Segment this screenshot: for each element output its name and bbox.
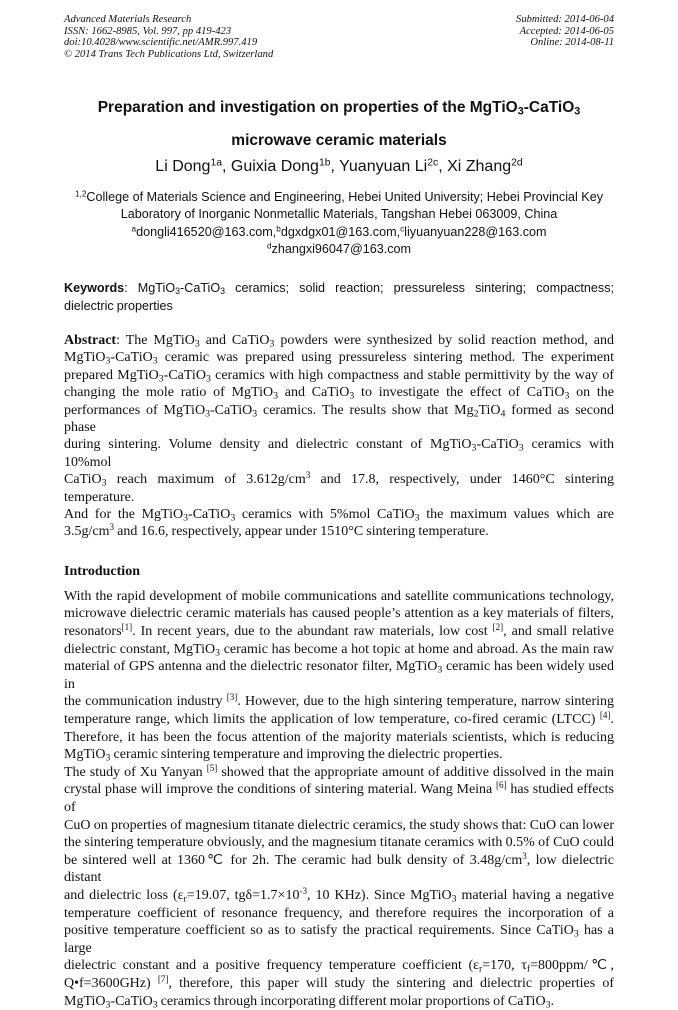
- text-line: [64, 367, 614, 384]
- text-line: [64, 471, 614, 506]
- superscript: [1]: [121, 622, 133, 633]
- text-line: [64, 623, 614, 641]
- text: powders were synthesized by solid reaction method, and: [274, 333, 614, 348]
- text: CaTiO: [64, 472, 102, 488]
- subscript: 3: [273, 390, 278, 402]
- text: dielectric constant, MgTiO: [64, 641, 216, 657]
- text: : MgTiO: [124, 281, 176, 295]
- text: dongli416520@163.com,: [136, 224, 277, 239]
- text: -CaTiO: [180, 281, 221, 295]
- subscript: 3: [230, 512, 236, 524]
- text-line: [64, 729, 614, 747]
- text: be sintered well at 1360℃ for 2h. The ceramic had bulk density of 3.48g/cm: [64, 852, 523, 868]
- text: ceramic was prepared using pressureless sintering method. The experiment: [157, 350, 614, 366]
- text: =170, τ: [482, 958, 527, 974]
- text: positive temperature coefficient so as to satisfy the practical requirements. Since CaTiO: [64, 923, 574, 939]
- text: , Xi Zhang: [438, 158, 512, 175]
- subscript: 3: [414, 512, 420, 524]
- text-line: [64, 993, 614, 1010]
- text: .: [550, 993, 554, 1009]
- superscript: 3: [109, 522, 115, 533]
- subscript: 3: [269, 338, 275, 350]
- header-line: ISSN: 1662-8985, Vol. 997, pp 419-423: [64, 25, 232, 37]
- text: reach maximum of 3.612g/cm: [106, 472, 306, 488]
- text: The study of Xu Yanyan: [64, 764, 207, 780]
- superscript: -3: [299, 885, 308, 896]
- subscript: 3: [349, 390, 355, 402]
- affiliation: [40, 189, 638, 259]
- text-line: [64, 506, 614, 523]
- text-line: [64, 834, 614, 852]
- text: =19.07, tgδ=1.7×10: [186, 887, 300, 903]
- text: and CaTiO: [199, 333, 270, 348]
- text-line: [64, 605, 614, 623]
- superscript: [5]: [206, 762, 218, 773]
- text-line: [64, 764, 614, 782]
- text: temperature coefficient of resonance frequency, and therefore requires the incorporation of a: [64, 905, 614, 921]
- header-line: Online: 2014-08-11: [530, 37, 614, 49]
- subscript: 3: [183, 512, 189, 524]
- subscript: 3: [194, 338, 200, 350]
- text-line: [64, 852, 614, 887]
- text-line: [64, 905, 614, 923]
- subscript: 3: [215, 647, 221, 659]
- text: TiO: [478, 402, 501, 418]
- text-line: [64, 975, 614, 993]
- header-line: doi:10.4028/www.scientific.net/AMR.997.419: [64, 37, 258, 49]
- text: -CaTiO: [209, 402, 253, 418]
- subscript: 3: [471, 442, 477, 454]
- text-line: [64, 332, 614, 349]
- subscript: 3: [205, 408, 210, 420]
- text-line: [64, 887, 614, 905]
- text: has studied effects of: [64, 782, 614, 815]
- text: zhangxi96047@163.com: [271, 242, 412, 257]
- subscript: 3: [437, 664, 443, 676]
- text: CuO on properties of magnesium titanate dielectric ceramics, the study shows that: CuO can lower: [64, 817, 614, 833]
- text-line: [64, 279, 614, 297]
- text: ceramic has become a hot topic at home and abroad. As the main raw: [220, 641, 614, 657]
- text: Laboratory of Inorganic Nonmetallic Materials, Tangshan Hebei 063009, China: [120, 207, 558, 222]
- text: crystal phase will improve the conditions of sintering material. Wang Meina: [64, 782, 497, 798]
- text: -CaTiO: [188, 507, 231, 523]
- superscript: 2d: [511, 157, 523, 169]
- subscript: 3: [152, 998, 158, 1010]
- text: microwave dielectric ceramic materials has caused people’s attention as a key materials of filters,: [64, 606, 614, 622]
- subscript: 3: [517, 105, 524, 118]
- subscript: 3: [152, 355, 158, 367]
- text-line: [64, 957, 614, 975]
- text-line: [64, 641, 614, 659]
- subscript: r: [183, 893, 187, 905]
- paper-body: [64, 279, 614, 1010]
- text: ceramic sintering temperature and improving the dielectric properties.: [110, 747, 503, 763]
- superscript: 1b: [318, 157, 331, 169]
- text: and CaTiO: [278, 385, 350, 401]
- bold-label: Keywords: [64, 281, 125, 295]
- text-line: [40, 224, 638, 241]
- text-line: [40, 241, 638, 258]
- text-line: [64, 746, 614, 764]
- subscript: 3: [158, 373, 164, 385]
- text: liyuanyuan228@163.com: [404, 224, 547, 239]
- intro-paragraph-1: [64, 588, 614, 764]
- superscript: 3: [305, 470, 311, 481]
- text-line: [64, 436, 614, 471]
- text-line: [64, 781, 614, 816]
- text: the communication industry: [64, 694, 227, 710]
- text-line: [40, 91, 638, 124]
- subscript: 3: [574, 105, 581, 118]
- subscript: 3: [252, 408, 258, 420]
- subscript: 3: [105, 752, 111, 764]
- intro-paragraph-2: [64, 764, 614, 1010]
- text: Li Dong: [155, 158, 211, 175]
- keywords: [64, 279, 614, 315]
- subscript: 3: [564, 390, 570, 402]
- text-line: [64, 384, 614, 401]
- text: and 16.6, respectively, appear under 1510°C sintering temperature.: [114, 524, 489, 540]
- text: ceramics with high compactness and stable permittivity by the way of: [210, 367, 614, 383]
- superscript: 2c: [427, 157, 439, 169]
- text-line: [64, 402, 614, 437]
- text-line: [64, 922, 614, 957]
- superscript: [2]: [492, 622, 504, 633]
- header-line: Accepted: 2014-06-05: [519, 25, 614, 37]
- superscript: 1,2: [75, 189, 87, 199]
- text-line: [64, 523, 614, 540]
- text: .: [610, 712, 614, 728]
- header-line: © 2014 Trans Tech Publications Ltd, Switzerland: [64, 48, 274, 60]
- subscript: 3: [545, 998, 551, 1010]
- text: microwave ceramic materials: [231, 132, 447, 149]
- text: material having a negative: [456, 887, 615, 903]
- text: changing the mole ratio of MgTiO: [64, 385, 274, 401]
- text: Therefore, it has been the focus attention of the majority materials scientists, which is reducing: [64, 729, 614, 745]
- subscript: 3: [451, 893, 457, 905]
- subscript: 3: [220, 286, 226, 297]
- text: and 17.8, respectively, under 1460°C sintering temperature.: [64, 472, 614, 505]
- text: College of Materials Science and Engineering, Hebei United University; Hebei Provincial Key: [86, 190, 603, 204]
- text: MgTiO: [64, 993, 106, 1009]
- subscript: 3: [175, 286, 181, 297]
- text: Preparation and investigation on properties of the MgTiO: [97, 99, 518, 116]
- text: . However, due to the high sintering temperature, narrow sintering: [237, 694, 614, 710]
- text: , Guixia Dong: [222, 158, 319, 175]
- superscript: a: [131, 224, 137, 234]
- text: prepared MgTiO: [64, 367, 159, 383]
- authors: [40, 158, 638, 176]
- text: dielectric constant and a positive frequency temperature coefficient (ε: [64, 958, 480, 974]
- text: -CaTiO: [110, 350, 153, 366]
- submission-dates: [516, 14, 614, 49]
- text: 3.5g/cm: [64, 524, 110, 540]
- text: to investigate the effect of CaTiO: [354, 385, 565, 401]
- text: =800ppm/℃,: [530, 958, 614, 974]
- subscript: 4: [500, 408, 506, 420]
- text-line: [40, 158, 638, 176]
- text: ceramic has been widely used in: [64, 659, 614, 692]
- text-line: [64, 297, 614, 315]
- abstract: [64, 332, 614, 541]
- superscript: 1a: [210, 157, 223, 169]
- text-line: [64, 658, 614, 693]
- superscript: [7]: [157, 973, 169, 984]
- text: temperature range, which limits the application of low temperature, co-fired ceramic (LTCC): [64, 712, 600, 728]
- text: Q•f=3600GHz): [64, 975, 158, 991]
- journal-info: [64, 14, 273, 60]
- text: -CaTiO: [523, 99, 575, 116]
- text: MgTiO: [64, 747, 106, 763]
- superscript: [6]: [496, 780, 507, 791]
- text: on the: [569, 385, 614, 401]
- superscript: d: [266, 241, 272, 251]
- text: ceramics; solid reaction; pressureless sintering; compactness;: [225, 281, 614, 295]
- text: With the rapid development of mobile communications and satellite communications technology,: [64, 588, 614, 604]
- text: -CaTiO: [163, 367, 206, 383]
- text: dielectric properties: [64, 299, 173, 313]
- text: resonators: [64, 624, 122, 640]
- text: ceramics. The results show that Mg: [257, 402, 474, 418]
- header-line: Advanced Materials Research: [64, 14, 192, 25]
- text: And for the MgTiO: [64, 507, 184, 523]
- text-line: [40, 206, 638, 223]
- text-line: [64, 711, 614, 729]
- text: , therefore, this paper will study the sintering and dielectric properties of: [168, 975, 614, 991]
- subscript: 2: [473, 408, 479, 420]
- superscript: c: [400, 224, 405, 234]
- text: showed that the appropriate amount of additive dissolved in the main: [217, 764, 614, 780]
- text: , and small relative: [503, 624, 614, 640]
- text: ceramics with 5%mol CaTiO: [235, 507, 415, 523]
- text: during sintering. Volume density and dielectric constant of MgTiO: [64, 437, 472, 453]
- header-line: Submitted: 2014-06-04: [516, 14, 614, 25]
- text-line: [40, 189, 638, 206]
- text-line: [64, 693, 614, 711]
- subscript: 3: [105, 355, 111, 367]
- section-heading-introduction: Introduction: [64, 563, 140, 579]
- text: -CaTiO: [476, 437, 519, 453]
- text: ceramics with 10%mol: [64, 437, 614, 470]
- superscript: b: [276, 224, 281, 234]
- bold-label: Abstract: [64, 333, 117, 348]
- text-line: [40, 124, 638, 157]
- text: , 10 KHz). Since MgTiO: [307, 887, 452, 903]
- text: dgxdgx01@163.com,: [280, 224, 401, 239]
- superscript: [4]: [599, 710, 611, 721]
- text: , Yuanyuan Li: [330, 158, 428, 175]
- text: performances of MgTiO: [64, 402, 206, 418]
- subscript: f: [526, 963, 531, 975]
- text: ceramics through incorporating different molar proportions of CaTiO: [157, 993, 546, 1009]
- text-line: [64, 817, 614, 835]
- subscript: 3: [101, 477, 107, 489]
- subscript: r: [479, 963, 483, 975]
- text: : The MgTiO: [116, 333, 195, 348]
- superscript: 3: [522, 850, 527, 861]
- subscript: 3: [205, 373, 211, 385]
- paper-title: [40, 91, 638, 157]
- text: formed as second phase: [64, 402, 614, 436]
- subscript: 3: [518, 442, 524, 454]
- text-line: [64, 349, 614, 366]
- text: the sintering temperature obviously, and the magnesium titanate ceramics with 0.5% of CuO could: [64, 835, 614, 851]
- text: has a large: [64, 923, 615, 956]
- superscript: [3]: [226, 692, 238, 703]
- text: . In recent years, due to the abundant raw materials, low cost: [132, 624, 493, 640]
- subscript: 3: [573, 928, 579, 940]
- text-line: [64, 588, 614, 606]
- text: -CaTiO: [110, 993, 153, 1009]
- text: material of GPS antenna and the dielectric resonator filter, MgTiO: [64, 659, 438, 675]
- text: the maximum values which are: [419, 507, 614, 523]
- text: , low dielectric distant: [64, 852, 614, 886]
- text: and dielectric loss (ε: [64, 887, 184, 903]
- subscript: 3: [105, 998, 111, 1010]
- text: MgTiO: [64, 350, 106, 366]
